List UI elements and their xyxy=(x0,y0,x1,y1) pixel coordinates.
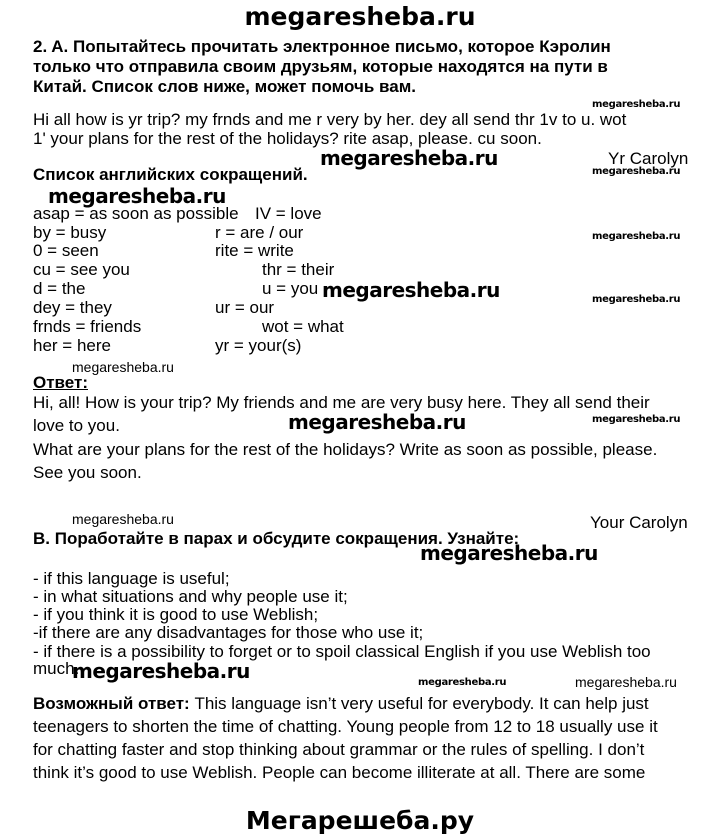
watermark: megaresheba.ru xyxy=(420,541,598,565)
site-footer: Мегарешеба.ру xyxy=(245,806,475,835)
abbr-left: dey = they xyxy=(33,298,112,317)
abbr-left: asap = as soon as possible xyxy=(33,204,239,223)
watermark: megaresheba.ru xyxy=(322,278,500,302)
email-line-2: 1' your plans for the rest of the holidays? rite asap, please. cu soon. xyxy=(33,129,542,148)
task-b-bullet: -if there are any disadvantages for those who use it; xyxy=(33,623,424,642)
watermark: megaresheba.ru xyxy=(592,231,681,242)
watermark: megaresheba.ru xyxy=(72,659,250,683)
abbr-left: by = busy xyxy=(33,223,107,242)
abbr-right: thr = their xyxy=(262,260,335,279)
answer-line-4: See you soon. xyxy=(33,463,142,482)
possible-answer-text: This language isn’t very useful for everybody. It can help just xyxy=(189,694,649,713)
task-b-bullet: - in what situations and why people use it; xyxy=(33,587,348,606)
abbr-right: IV = love xyxy=(255,204,322,223)
task-a-title-3: Китай. Список слов ниже, может помочь вам. xyxy=(33,77,416,96)
task-b-answer-line-2: teenagers to shorten the time of chatting. Young people from 12 to 18 usually use it xyxy=(33,717,658,736)
abbr-left: her = here xyxy=(33,336,111,355)
watermark: megaresheba.ru xyxy=(592,294,681,305)
watermark: megaresheba.ru xyxy=(592,99,681,110)
task-b-bullet: - if this language is useful; xyxy=(33,569,230,588)
task-a-title-2: только что отправила своим друзьям, которые находятся на пути в xyxy=(33,57,608,76)
watermark: megaresheba.ru xyxy=(418,677,507,688)
email-signature: Yr Carolyn xyxy=(608,149,689,168)
abbr-right: wot = what xyxy=(262,317,344,336)
answer-signature: Your Carolyn xyxy=(590,513,688,532)
answer-line-2: love to you. xyxy=(33,416,120,435)
task-b-answer-line-4: think it’s good to use Weblish. People can become illiterate at all. There are some xyxy=(33,763,646,782)
task-b-answer-line-1 xyxy=(33,694,649,714)
abbr-right: ur = our xyxy=(215,298,275,317)
watermark: megaresheba.ru xyxy=(575,674,677,690)
watermark: megaresheba.ru xyxy=(592,166,681,177)
abbr-right: yr = your(s) xyxy=(215,336,302,355)
watermark: megaresheba.ru xyxy=(592,414,681,425)
watermark: megaresheba.ru xyxy=(72,511,174,527)
task-a-title-1: 2. A. Попытайтесь прочитать электронное письмо, которое Кэролин xyxy=(33,37,611,56)
watermark: megaresheba.ru xyxy=(288,410,466,434)
list-title: Список английских сокращений. xyxy=(33,165,308,184)
email-line-1: Hi all how is yr trip? my frnds and me r very by her. dey all send thr 1v to u. wot xyxy=(33,110,627,129)
task-b-answer-line-3: for chatting faster and stop thinking about grammar or the rules of spelling. I don’t xyxy=(33,740,645,759)
task-b-bullet: - if there is a possibility to forget or to spoil classical English if you use Weblish too xyxy=(33,642,651,661)
task-b-title: B. Поработайте в парах и обсудите сокращения. Узнайте: xyxy=(33,529,520,548)
answer-line-1: Hi, all! How is your trip? My friends and me are very busy here. They all send their xyxy=(33,393,650,412)
site-header: megaresheba.ru xyxy=(244,2,476,31)
answer-label xyxy=(33,373,88,393)
abbr-right: u = you xyxy=(262,279,319,298)
answer-line-3: What are your plans for the rest of the holidays? Write as soon as possible, please. xyxy=(33,440,658,459)
task-b-bullet: much. xyxy=(33,659,80,678)
abbr-left: cu = see you xyxy=(33,260,130,279)
watermark: megaresheba.ru xyxy=(72,359,174,375)
task-b-bullet: - if you think it is good to use Weblish; xyxy=(33,605,319,624)
answer-label-text: Ответ: xyxy=(33,373,88,392)
abbr-left: d = the xyxy=(33,279,86,298)
possible-answer-label: Возможный ответ: xyxy=(33,694,190,713)
abbr-right: r = are / our xyxy=(215,223,304,242)
watermark: megaresheba.ru xyxy=(48,184,226,208)
watermark: megaresheba.ru xyxy=(320,146,498,170)
abbr-right: rite = write xyxy=(215,241,294,260)
abbr-left: 0 = seen xyxy=(33,241,99,260)
abbr-left: frnds = friends xyxy=(33,317,142,336)
